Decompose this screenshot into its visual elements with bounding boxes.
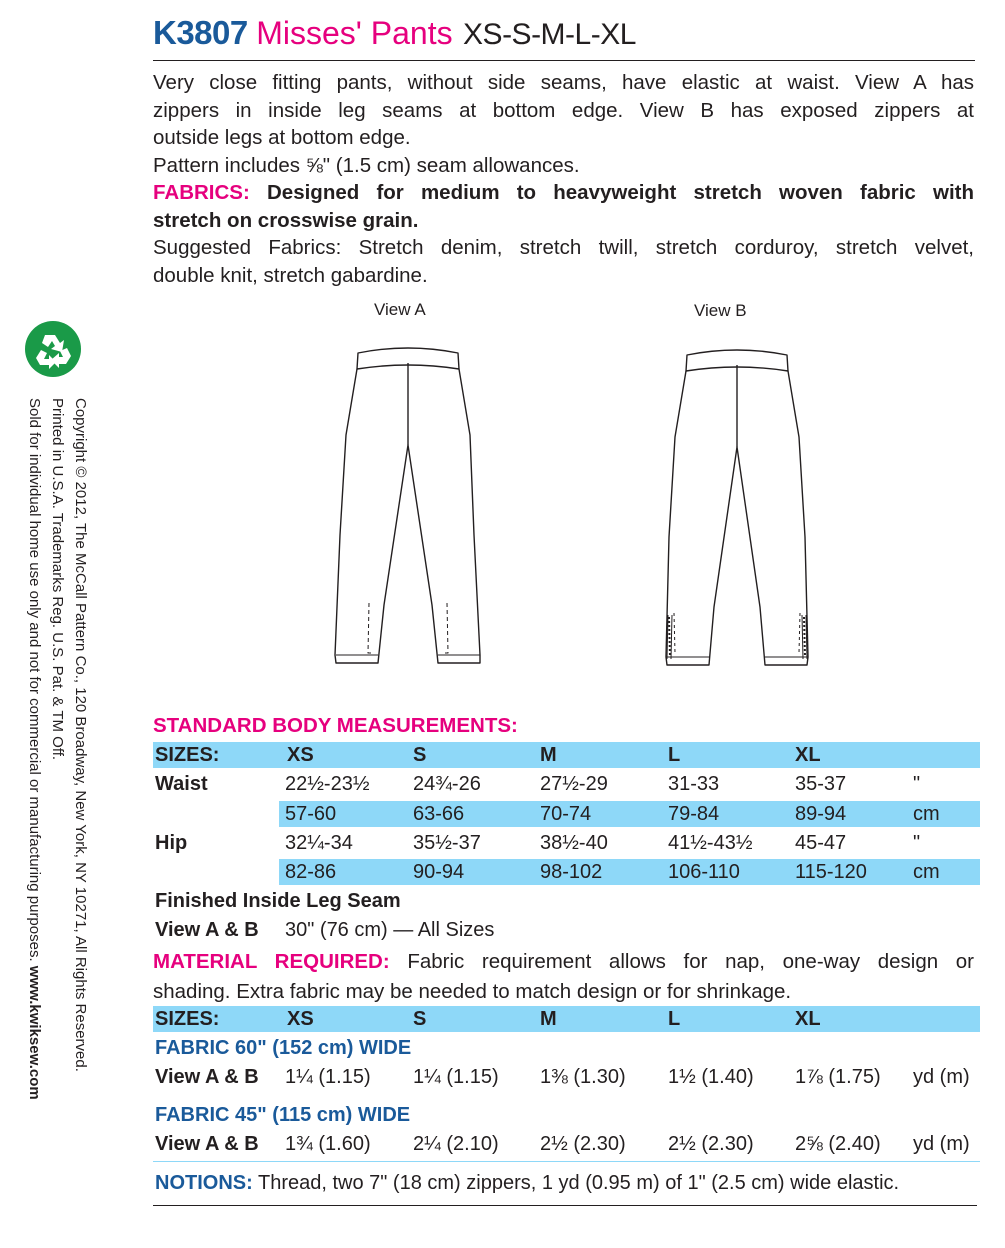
fabrics-text: Designed for medium to heavyweight stretch woven fabric with [267,181,974,204]
waist-cm-s: 63-66 [413,803,465,825]
bottom-divider [153,1205,977,1206]
notions-line [155,1172,899,1195]
hip-in-l: 41½-43½ [668,832,753,854]
material-line [153,947,974,977]
size-s: S [413,1008,427,1030]
hip-cm-m: 98-102 [540,861,603,883]
waist-label: Waist [155,773,208,795]
waist-in-l: 31-33 [668,773,720,795]
size-m: M [540,744,557,766]
fabric-60-xl: 1⅞ (1.75) [795,1066,881,1088]
usage-text: Sold for individual home use only and not for commercial or manufacturing purposes. [26,398,43,966]
material-text: Fabric requirement allows for nap, one-way design or [407,950,974,973]
material-label: MATERIAL REQUIRED: [153,950,390,973]
finished-value: 30" (76 cm) — All Sizes [285,919,495,941]
usage-line [23,398,46,1100]
size-xl: XL [795,744,821,766]
view-b-pants-illustration [657,337,817,677]
hip-in-m: 38½-40 [540,832,608,854]
fabric-45-m: 2½ (2.30) [540,1133,626,1155]
size-m: M [540,1008,557,1030]
description-line: outside legs at bottom edge. [153,126,411,149]
fabric-60-l: 1½ (1.40) [668,1066,754,1088]
fabric-45-l: 2½ (2.30) [668,1133,754,1155]
material-required-block [153,947,974,1007]
view-a-label: View A [374,300,426,319]
size-xs: XS [287,744,314,766]
fabric-45-label: FABRIC 45" (115 cm) WIDE [155,1104,411,1126]
waist-cm-m: 70-74 [540,803,592,825]
size-xs: XS [287,1008,314,1030]
page-header [153,14,636,52]
sizes-header-band [153,742,980,768]
fabrics-text: stretch on crosswise grain. [153,208,419,232]
hip-in-s: 35½-37 [413,832,481,854]
notions-label: NOTIONS: [155,1172,253,1194]
copyright-sidebar [23,398,92,1100]
pattern-name: Misses' Pants [256,15,453,51]
waist-in-s: 24¾-26 [413,773,481,795]
fabric-45-xs: 1¾ (1.60) [285,1133,371,1155]
size-s: S [413,744,427,766]
printed-line: Printed in U.S.A. Trademarks Reg. U.S. Pat. & TM Off. [49,398,66,761]
fabric-60-xs: 1¼ (1.15) [285,1066,371,1088]
material-sizes-band [153,1006,980,1032]
fabric-45-xl: 2⅝ (2.40) [795,1133,881,1155]
material-text: shading. Extra fabric may be needed to match design or for shrinkage. [153,980,792,1003]
description-line: Very close fitting pants, without side seams, have elastic at waist. View A has [153,71,974,94]
fabrics-line [153,179,974,207]
copyright-line: Copyright © 2012, The McCall Pattern Co., 120 Broadway, New York, NY 10271, All Rights Reserved. [72,398,89,1072]
body-measurements-title: STANDARD BODY MEASUREMENTS: [153,714,518,737]
suggested-fabrics: Suggested Fabrics: Stretch denim, stretch twill, stretch corduroy, stretch velvet, [153,236,974,259]
unit-yd-m: yd (m) [913,1066,970,1088]
unit-yd-m: yd (m) [913,1133,970,1155]
hip-in-xs: 32¼-34 [285,832,353,854]
hip-cm-s: 90-94 [413,861,465,883]
pattern-code: K3807 [153,14,248,51]
suggested-fabrics: double knit, stretch gabardine. [153,263,428,287]
pattern-size-range: XS-S-M-L-XL [463,18,636,51]
waist-in-xs: 22½-23½ [285,773,370,795]
website-link[interactable]: www.kwiksew.com [26,965,43,1100]
hip-in-xl: 45-47 [795,832,847,854]
waist-in-m: 27½-29 [540,773,608,795]
unit-inches: " [913,832,921,854]
description-line: zippers in inside leg seams at bottom edge. View B has exposed zippers at [153,98,974,122]
view-a-pants-illustration [328,335,488,675]
recycle-icon [25,321,81,377]
hip-cm-l: 106-110 [668,861,740,883]
seam-allowance-note: Pattern includes ⅝" (1.5 cm) seam allowances. [153,153,580,177]
size-xl: XL [795,1008,821,1030]
hip-cm-xl: 115-120 [795,861,867,883]
waist-in-xl: 35-37 [795,773,847,795]
waist-cm-xs: 57-60 [285,803,337,825]
unit-inches: " [913,773,921,795]
sizes-label: SIZES: [155,1008,220,1030]
view-b-label: View B [694,301,747,320]
finished-view-label: View A & B [155,919,259,941]
fabric-60-m: 1⅜ (1.30) [540,1066,626,1088]
sizes-label: SIZES: [155,744,220,766]
fabric-60-s: 1¼ (1.15) [413,1066,499,1088]
waist-cm-band [279,801,980,827]
unit-cm: cm [913,803,940,825]
unit-cm: cm [913,861,940,883]
size-l: L [668,1008,681,1030]
description-block [153,69,974,289]
header-divider [153,60,975,61]
fabric-45-s: 2¼ (2.10) [413,1133,499,1155]
hip-cm-band [279,859,980,885]
waist-cm-xl: 89-94 [795,803,847,825]
fabric-60-view: View A & B [155,1066,259,1088]
hip-cm-xs: 82-86 [285,861,337,883]
fabric-60-label: FABRIC 60" (152 cm) WIDE [155,1037,412,1059]
size-l: L [668,744,681,766]
finished-leg-title: Finished Inside Leg Seam [155,890,401,912]
waist-cm-l: 79-84 [668,803,720,825]
table-divider [153,1161,980,1162]
fabrics-label: FABRICS: [153,181,250,204]
hip-label: Hip [155,832,188,854]
fabric-45-view: View A & B [155,1133,259,1155]
notions-text: Thread, two 7" (18 cm) zippers, 1 yd (0.95 m) of 1" (2.5 cm) wide elastic. [257,1172,900,1194]
